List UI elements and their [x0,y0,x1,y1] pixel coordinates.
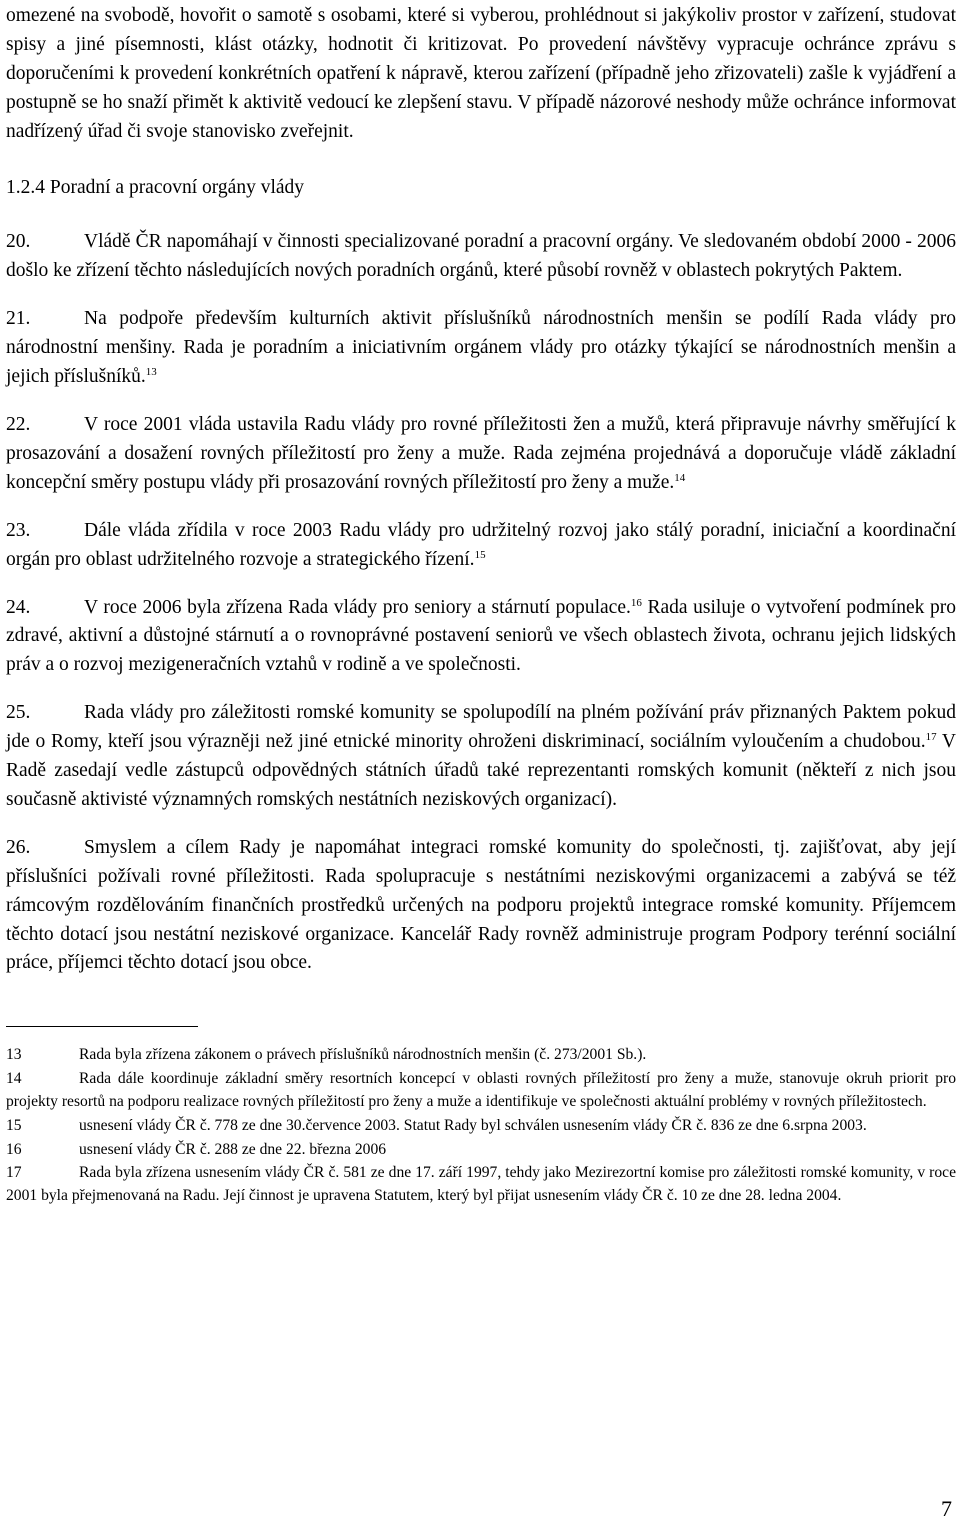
paragraph-number: 20. [6,231,31,253]
footnote-ref[interactable]: 13 [145,366,157,379]
footnote-separator [6,1026,198,1027]
paragraph-text: V roce 2006 byla zřízena Rada vlády pro seniory a stárnutí populace. [84,596,631,618]
paragraph-21 [6,305,956,392]
paragraph-number: 22. [6,413,31,435]
paragraph-number: 21. [6,308,31,330]
paragraph-text: Smyslem a cílem Rady je napomáhat integraci romské komunity do společnosti, tj. zajišťovat, aby její příslušníci požívali rovné příležitosti. Rada spolupracuje s nestátními neziskovými organizacemi a zabývá se též rámcovým rozdělováním finančních prostředků určených na podporu projektů integrace romské komunity. Příjemcem těchto dotací jsou nestátní neziskové organizace. Kancelář Rady rovněž administruje program Podpory terénní sociální práce, příjemci těchto dotací jsou obce. [6,836,956,974]
footnote-ref[interactable]: 17 [925,731,937,744]
footnote-13 [6,1044,956,1067]
footnote-16 [6,1139,956,1162]
footnote-ref[interactable]: 15 [474,548,486,561]
paragraph-22 [6,411,956,498]
footnotes [6,1044,956,1208]
footnote-text: usnesení vlády ČR č. 778 ze dne 30.července 2003. Statut Rady byl schválen usnesením vlády ČR č. 836 ze dne 6.srpna 2003. [79,1116,867,1134]
paragraph-23 [6,517,956,575]
footnote-number: 15 [6,1116,22,1134]
footnote-text: Rada byla zřízena usnesením vlády ČR č. 581 ze dne 17. září 1997, tehdy jako Mezirezortní komise pro záležitosti romské komunity, v roce 2001 byla přejmenovaná na Radu. Její činnost je upravena Statutem, který byl přijat usnesením vlády ČR č. 10 ze dne 28. ledna 2004. [6,1164,956,1205]
paragraph-text: V roce 2001 vláda ustavila Radu vlády pro rovné příležitosti žen a mužů, která připravuje návrhy směřující k prosazování a dosažení rovných příležitostí pro ženy a muže. Rada zejména projednává a doporučuje vládě základní koncepční směry postupu vlády při prosazování rovných příležitostí pro ženy a muže. [6,413,956,493]
footnote-15 [6,1115,956,1138]
section-heading: 1.2.4 Poradní a pracovní orgány vlády [6,176,305,198]
paragraph-24 [6,594,956,681]
paragraph-text: Na podpoře především kulturních aktivit příslušníků národnostních menšin se podílí Rada vlády pro národnostní menšiny. Rada je poradním a iniciativním orgánem vlády pro otázky týkající se národnostních menšin a jejich příslušníků. [6,308,956,388]
paragraph-25 [6,699,956,815]
footnote-number: 16 [6,1140,22,1158]
paragraph-20 [6,228,956,286]
footnote-number: 13 [6,1046,22,1064]
paragraph-26 [6,834,956,979]
paragraph-text: Vládě ČR napomáhají v činnosti specializované poradní a pracovní orgány. Ve sledovaném období 2000 - 2006 došlo ke zřízení těchto následujících nových poradních orgánů, které působí rovněž v oblastech pokrytých Paktem. [6,231,956,282]
footnote-text: Rada byla zřízena zákonem o právech příslušníků národnostních menšin (č. 273/2001 Sb.). [79,1046,647,1064]
footnote-text: Rada dále koordinuje základní směry resortních koncepcí v oblasti rovných příležitostí pro ženy a muže, stanovuje okruh priorit pro projekty resortů na podporu realizace rovných příležitostí pro ženy a muže a identifikuje ve společnosti aktuální problémy v rovných příležitostech. [6,1070,956,1110]
footnote-ref[interactable]: 16 [630,596,642,609]
paragraph-text-continued: V Radě zasedají vedle zástupců odpovědných státních úřadů také reprezentanti romských komunit (někteří z nich jsou současně aktivisté významných romských nestátních neziskových organizací). [6,731,956,810]
footnote-17 [6,1162,956,1208]
paragraph-number: 25. [6,702,31,724]
page-number: 7 [941,1496,952,1521]
footnote-ref[interactable]: 14 [674,471,686,484]
paragraph-number: 26. [6,836,31,858]
footnote-text: usnesení vlády ČR č. 288 ze dne 22. března 2006 [79,1140,387,1158]
footnote-number: 17 [6,1164,22,1182]
intro-paragraph: omezené na svobodě, hovořit o samotě s osobami, které si vyberou, prohlédnout si jakýkoliv prostor v zařízení, studovat spisy a jiné písemnosti, klást otázky, hodnotit či kritizovat. Po provedení návštěvy vypracuje ochránce zprávu s doporučeními k provedení konkrétních opatření k nápravě, kterou zařízení (případně jeho zřizovateli) zašle k vyjádření a postupně se ho snaží přimět k aktivitě vedoucí ke zlepšení stavu. V případě názorové neshody může ochránce informovat nadřízený úřad či svoje stanovisko zveřejnit. [6,5,956,142]
paragraph-text: Dále vláda zřídila v roce 2003 Radu vlády pro udržitelný rozvoj jako stálý poradní, iniciační a koordinační orgán pro oblast udržitelného rozvoje a strategického řízení. [6,519,956,570]
paragraph-number: 24. [6,596,31,618]
paragraph-number: 23. [6,519,31,541]
paragraph-text-continued: Rada usiluje o vytvoření podmínek pro zdravé, aktivní a důstojné stárnutí a o rovnoprávné postavení seniorů ve všech oblastech života, ochranu jejich lidských práv a o rozvoj mezigeneračních vztahů v rodině a ve společnosti. [6,596,956,676]
paragraph-text: Rada vlády pro záležitosti romské komunity se spolupodílí na plném požívání práv přiznaných Paktem pokud jde o Romy, kteří jsou výrazněji než jiné etnické minority ohroženi diskriminací, sociálním vyloučením a chudobou. [6,702,956,753]
footnote-number: 14 [6,1070,22,1088]
footnote-14 [6,1068,956,1114]
